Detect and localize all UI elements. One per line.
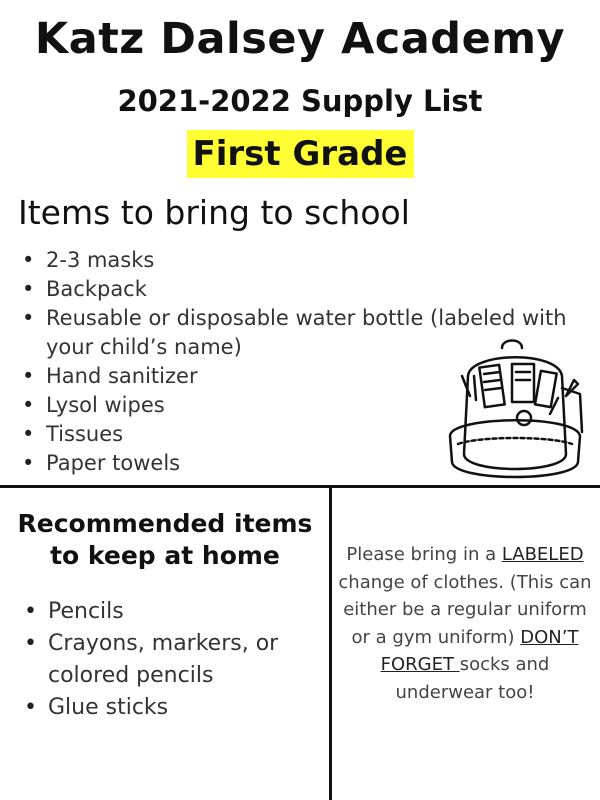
supply-list-title: 2021-2022 Supply List bbox=[117, 84, 483, 118]
grade-label: First Grade bbox=[187, 130, 414, 178]
note-text-1: Please bring in a bbox=[346, 544, 502, 565]
home-list bbox=[22, 596, 322, 724]
note-text-3: socks and underwear too! bbox=[395, 654, 550, 703]
grade-banner bbox=[0, 130, 600, 178]
list-item: • 2-3 masks bbox=[20, 246, 580, 275]
list-item: • Pencils bbox=[22, 596, 322, 628]
list-item: • Lysol wipes bbox=[20, 391, 580, 420]
list-item: • Hand sanitizer bbox=[20, 362, 580, 391]
list-item: • Tissues bbox=[20, 420, 580, 449]
home-heading-line-1: Recommended items bbox=[17, 509, 313, 538]
backpack-icon bbox=[440, 336, 590, 486]
home-heading-line-2: to keep at home bbox=[50, 541, 280, 570]
list-item: • Backpack bbox=[20, 275, 580, 304]
home-section-heading bbox=[0, 508, 330, 572]
note-labeled: LABELED bbox=[501, 544, 584, 565]
list-item: • Crayons, markers, or colored pencils bbox=[22, 628, 322, 692]
note-dont-forget: DON’T FORGET bbox=[380, 626, 579, 675]
horizontal-divider bbox=[0, 485, 600, 488]
list-item: • Glue sticks bbox=[22, 692, 322, 724]
note-text-2: change of clothes. (This can either be a regular uniform or a gym uniform) bbox=[338, 571, 592, 648]
clothes-note bbox=[334, 541, 596, 706]
school-name: Katz Dalsey Academy bbox=[34, 14, 566, 64]
list-item: • Paper towels bbox=[20, 449, 580, 478]
bring-section-heading: Items to bring to school bbox=[18, 193, 410, 232]
list-item: • Reusable or disposable water bottle (labeled with your child’s name) bbox=[20, 304, 580, 362]
